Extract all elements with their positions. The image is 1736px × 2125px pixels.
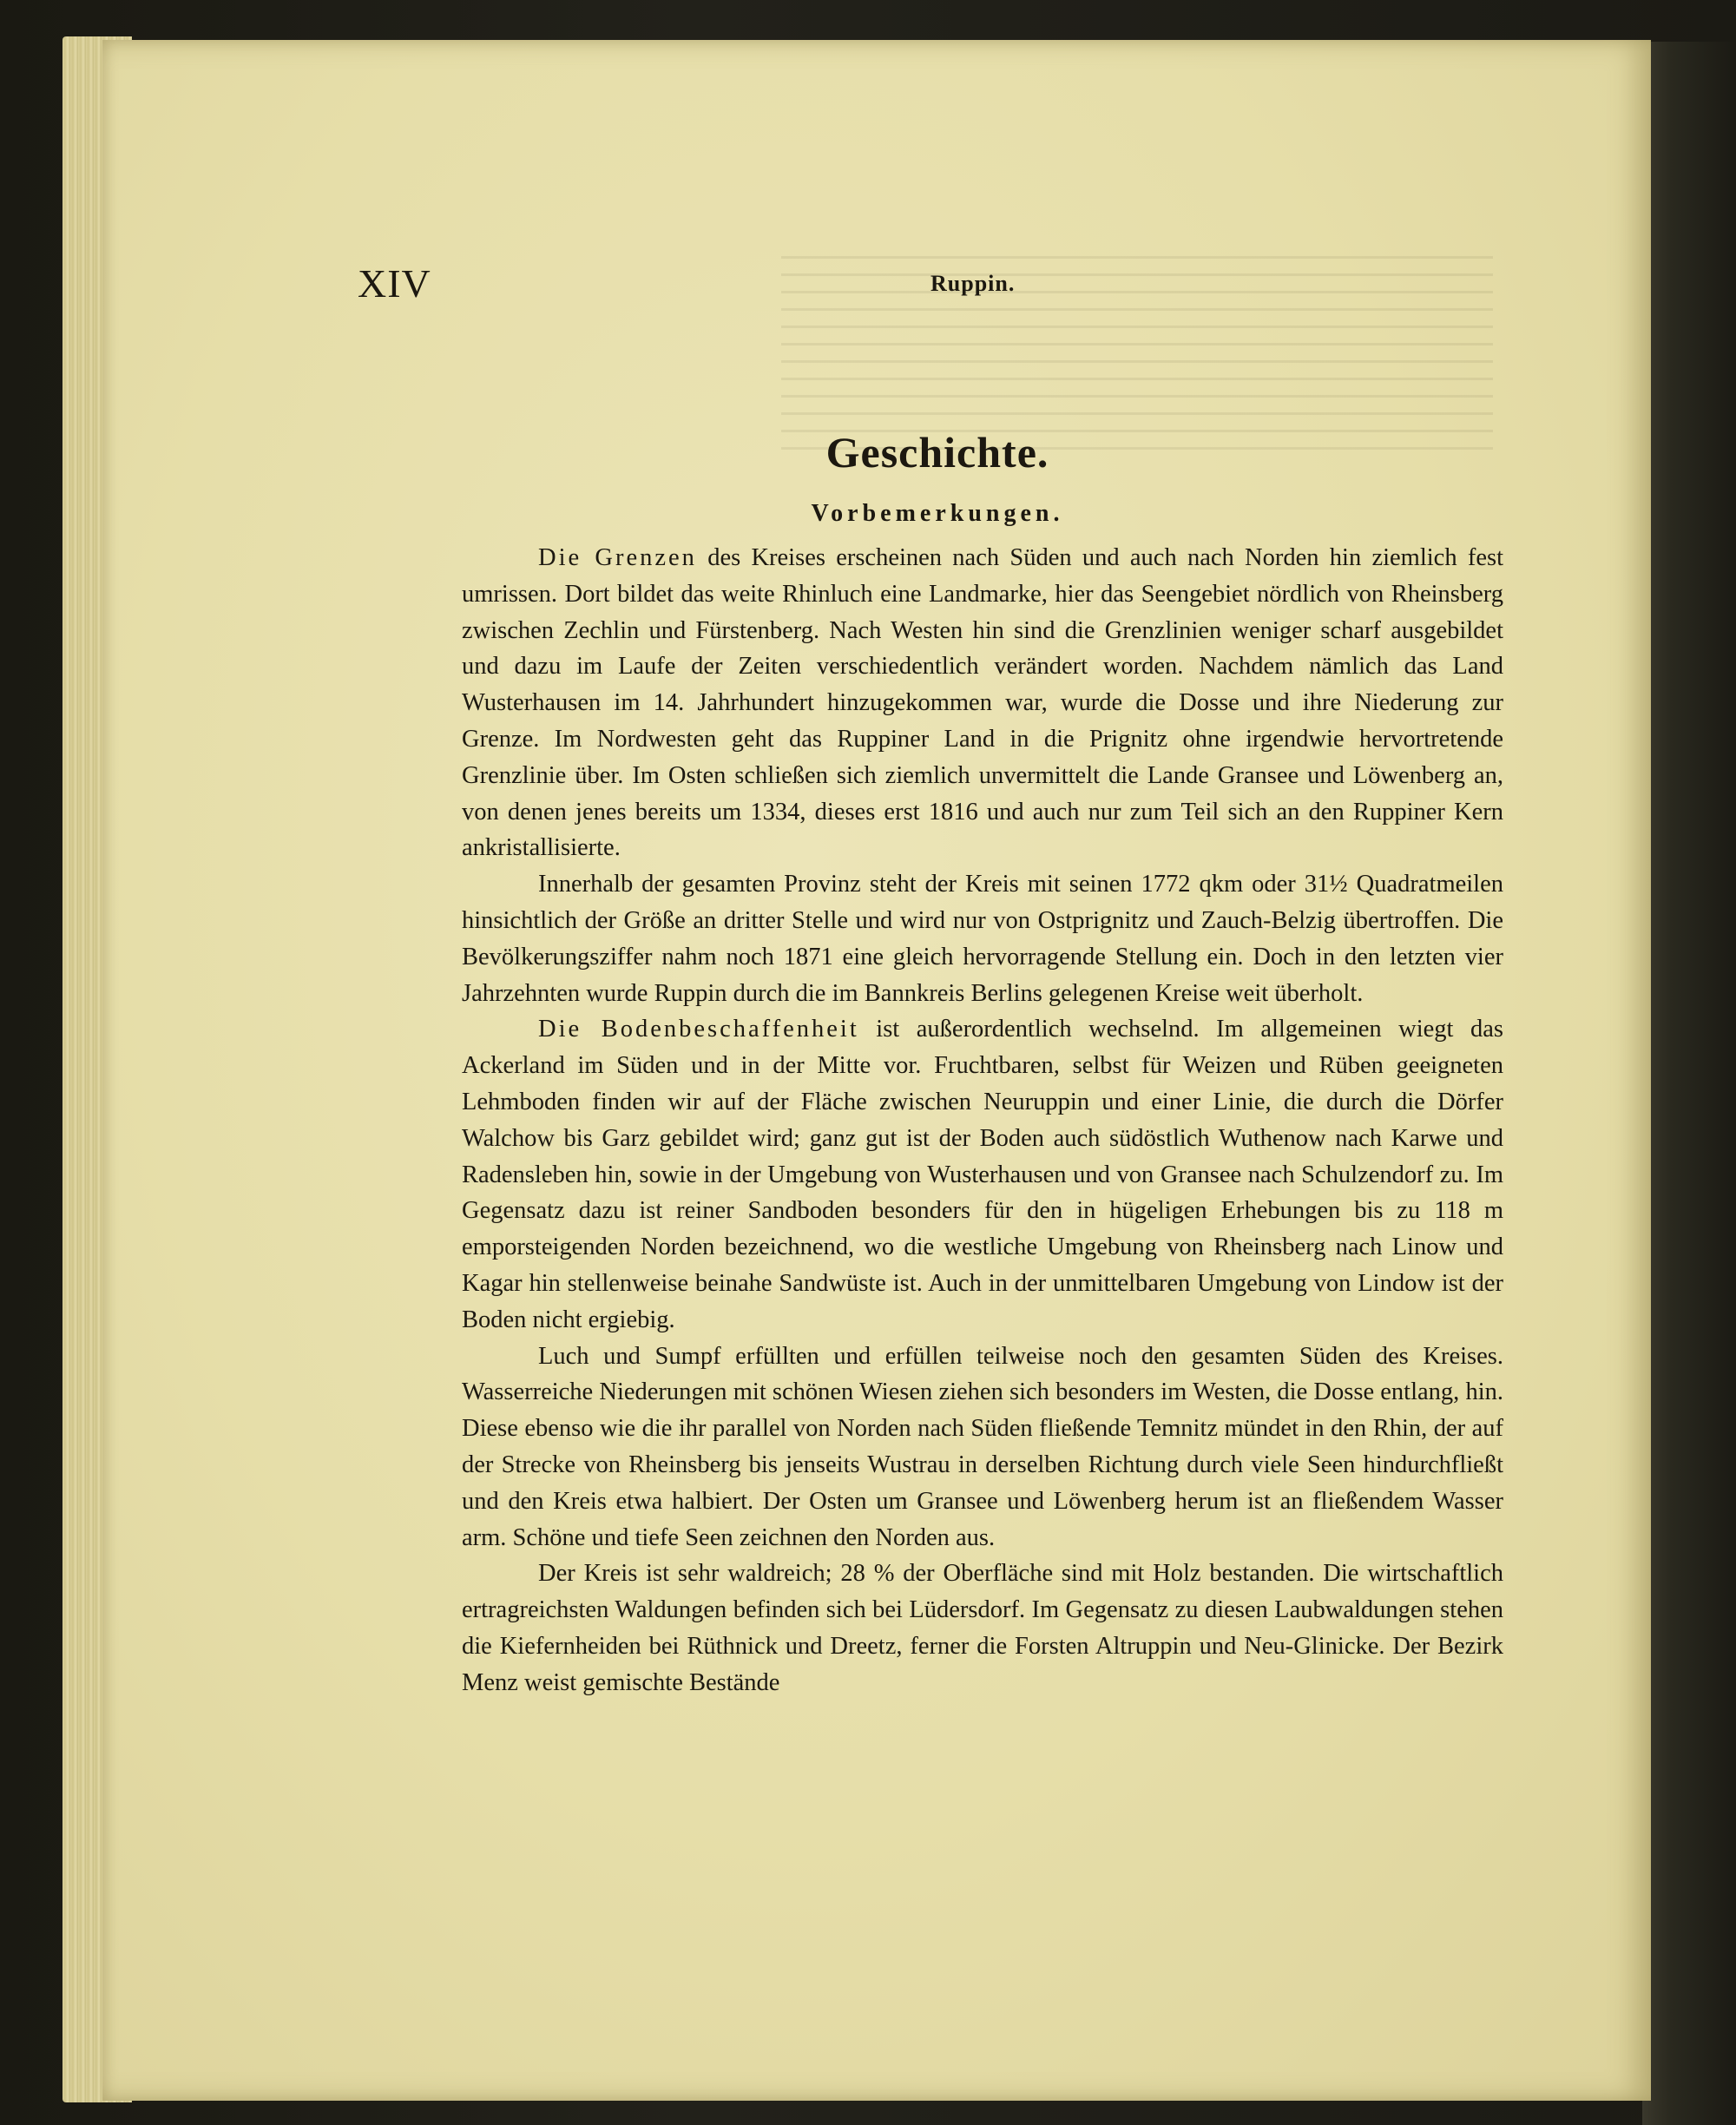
page-number: XIV <box>358 261 431 306</box>
paragraph <box>462 1556 1503 1701</box>
paragraph <box>462 866 1503 1011</box>
section-subtitle: Vorbemerkungen. <box>811 500 1064 527</box>
body-text <box>462 540 1503 1701</box>
paragraph-lead: Die Grenzen <box>538 544 697 571</box>
paragraph-text: ist außerordentlich wechselnd. Im allgemeinen wiegt das Ackerland im Süden und in der Mitte vor. Fruchtbaren, selbst für Weizen und Rüben geeigneten Lehmboden finden wir auf der Fläche zwischen Neuruppin und einer Linie, die durch die Dörfer Walchow bis Garz gebildet wird; ganz gut ist der Boden auch südöstlich Wuthenow nach Karwe und Radensleben hin, sowie in der Umgebung von Wusterhausen und von Gransee nach Schulzendorf zu. Im Gegensatz dazu ist reiner Sandboden besonders für den in hügeligen Erhebungen bis zu 118 m emporsteigenden Norden bezeichnend, wo die westliche Umgebung von Rheinsberg nach Linow und Kagar hin stellenweise beinahe Sandwüste ist. Auch in der unmittelbaren Umgebung von Lindow ist der Boden nicht ergiebig. <box>462 1016 1503 1333</box>
paragraph-text: Luch und Sumpf erfüllten und erfüllen teilweise noch den gesamten Süden des Kreises. Wasserreiche Niederungen mit schönen Wiesen ziehen sich besonders im Westen, die Dosse entlang, hin. Diese ebenso wie die ihr parallel von Norden nach Süden fließende Temnitz mündet in den Rhin, der auf der Strecke von Rheinsberg bis jenseits Wustrau in derselben Richtung durch viele Seen hindurchfließt und den Kreis etwa halbiert. Der Osten um Gransee und Löwenberg herum ist an fließendem Wasser arm. Schöne und tiefe Seen zeichnen den Norden aus. <box>462 1342 1503 1551</box>
facing-page-edge <box>1642 42 1736 2125</box>
paragraph <box>462 1011 1503 1338</box>
paragraph-text: des Kreises erscheinen nach Süden und auch nach Norden hin ziemlich fest umrissen. Dort bildet das weite Rhinluch eine Landmarke, hier das Seengebiet nördlich von Rheinsberg zwischen Zechlin und Fürstenberg. Nach Westen hin sind die Grenzlinien weniger scharf ausgebildet und dazu im Laufe der Zeiten verschiedentlich verändert worden. Nachdem nämlich das Land Wusterhausen im 14. Jahrhundert hinzugekommen war, wurde die Dosse und ihre Niederung zur Grenze. Im Nordwesten geht das Ruppiner Land in die Prignitz ohne irgendwie hervortretende Grenzlinie über. Im Osten schließen sich ziemlich unvermittelt die Lande Gransee und Löwenberg an, von denen jenes bereits um 1334, dieses erst 1816 und auch nur zum Teil sich an den Ruppiner Kern ankristallisierte. <box>462 544 1503 862</box>
running-head: Ruppin. <box>930 271 1016 296</box>
paragraph <box>462 540 1503 866</box>
paragraph <box>462 1339 1503 1556</box>
paragraph-text: Innerhalb der gesamten Provinz steht der Kreis mit seinen 1772 qkm oder 31½ Quadratmeilen hinsichtlich der Größe an dritter Stelle und wird nur von Ostprignitz und Zauch-Belzig übertroffen. Die Bevölkerungsziffer nahm noch 1871 eine gleich hervorragende Stellung ein. Doch in den letzten vier Jahrzehnten wurde Ruppin durch die im Bannkreis Berlins gelegenen Kreise weit überholt. <box>462 871 1503 1007</box>
page-header <box>358 260 1503 312</box>
paragraph-text: Der Kreis ist sehr waldreich; 28 % der Oberfläche sind mit Holz bestanden. Die wirtschaftlich ertragreichsten Waldungen befinden sich bei Lüdersdorf. Im Gegensatz zu diesen Laubwaldungen stehen die Kiefernheiden bei Rüthnick und Dreetz, ferner die Forsten Altruppin und Neu-Glinicke. Der Bezirk Menz weist gemischte Bestände <box>462 1560 1503 1696</box>
paragraph-lead: Die Bodenbeschaffenheit <box>538 1016 859 1043</box>
section-title: Geschichte. <box>825 428 1049 477</box>
